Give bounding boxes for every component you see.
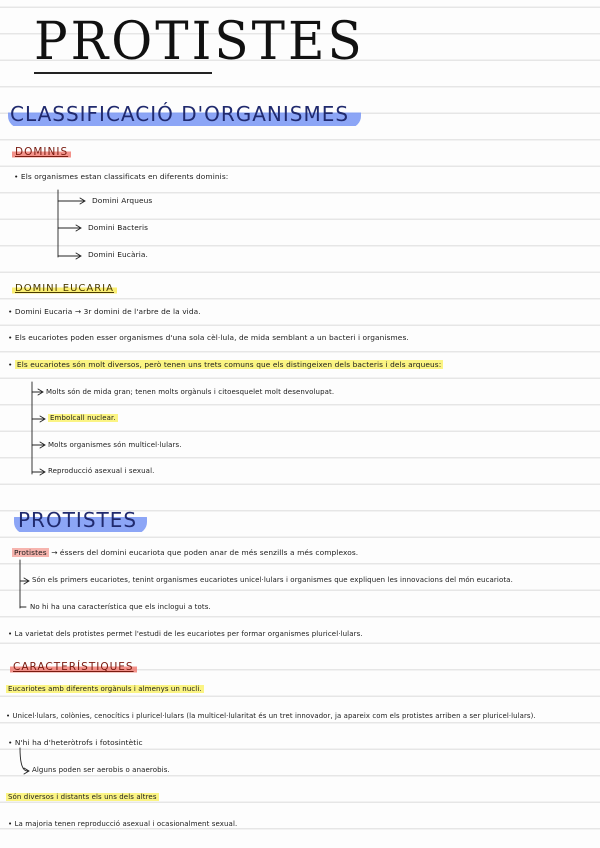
domain-arqueus: Domini Arqueus (92, 196, 153, 205)
arrow-icon (58, 225, 81, 231)
caract-1: Eucariotes amb diferents orgànuls i almenys un nucli. (8, 685, 202, 693)
trait-2: Embolcall nuclear. (50, 414, 116, 422)
domain-bacteris: Domini Bacteris (88, 223, 149, 232)
trait-3: Molts organismes són multicel·lulars. (48, 441, 182, 449)
section-heading-protistes: PROTISTES (14, 506, 147, 534)
caract-5: Són diversos i distants els uns dels altres (8, 793, 157, 801)
page-title: PROTISTES (34, 10, 365, 72)
caract-6: • La majoria tenen reproducció asexual i ocasionalment sexual. (8, 820, 237, 828)
eucaria-heading: DOMINI EUCARIA (12, 283, 117, 294)
eucaria-point-2: • Els eucariotes poden esser organismes d'una sola cèl·lula, de mida semblant a un bacteri i organismes. (8, 333, 409, 342)
eucaria-point-1: • Domini Eucaria → 3r domini de l'arbre de la vida. (8, 307, 201, 316)
section-heading-classificacio: CLASSIFICACIÓ D'ORGANISMES (8, 100, 361, 128)
caract-4: Alguns poden ser aerobis o anaerobis. (32, 766, 170, 774)
protistes-definition: Protistes → éssers del domini eucariota que poden anar de més senzills a més complexos. (14, 548, 359, 557)
arrow-icon (20, 748, 29, 774)
arrow-icon (58, 198, 85, 204)
protistes-sub-2: No hi ha una característica que els inclogui a tots. (30, 603, 211, 611)
caracteristiques-heading: CARACTERÍSTIQUES (10, 661, 137, 673)
dominis-heading: DOMINIS (12, 146, 71, 158)
caract-2: • Unicel·lulars, colònies, cenocítics i pluricel·lulars (la multicel·lularitat és un tret innovador, ja apareix com els protistes arriben a ser pluricel·lulars). (6, 712, 536, 720)
arrow-icon (20, 578, 29, 584)
dominis-intro: • Els organismes estan classificats en diferents dominis: (14, 172, 228, 181)
title-underline (34, 72, 212, 74)
protistes-sub-1: Són els primers eucariotes, tenint organismes eucariotes unicel·lulars i organismes que expliquen les innovacions del món eucariota. (32, 576, 513, 584)
arrow-icon (32, 389, 43, 395)
arrow-icon (58, 253, 81, 259)
arrow-icon (32, 416, 45, 422)
domain-eucaria: Domini Eucària. (88, 250, 148, 259)
eucaria-point-3: • Els eucariotes són molt diversos, però tenen uns trets comuns que els distingeixen dels bacteris i dels arqueus: (8, 360, 443, 369)
arrow-icon (32, 442, 45, 448)
arrow-icon (32, 469, 45, 475)
caract-3: • N'hi ha d'heteròtrofs i fotosintètic (8, 738, 143, 747)
trait-1: Molts són de mida gran; tenen molts orgànuls i citoesquelet molt desenvolupat. (46, 388, 335, 396)
protistes-variety: • La varietat dels protistes permet l'estudi de les eucariotes per formar organismes pluricel·lulars. (8, 630, 363, 638)
trait-4: Reproducció asexual i sexual. (48, 467, 155, 475)
